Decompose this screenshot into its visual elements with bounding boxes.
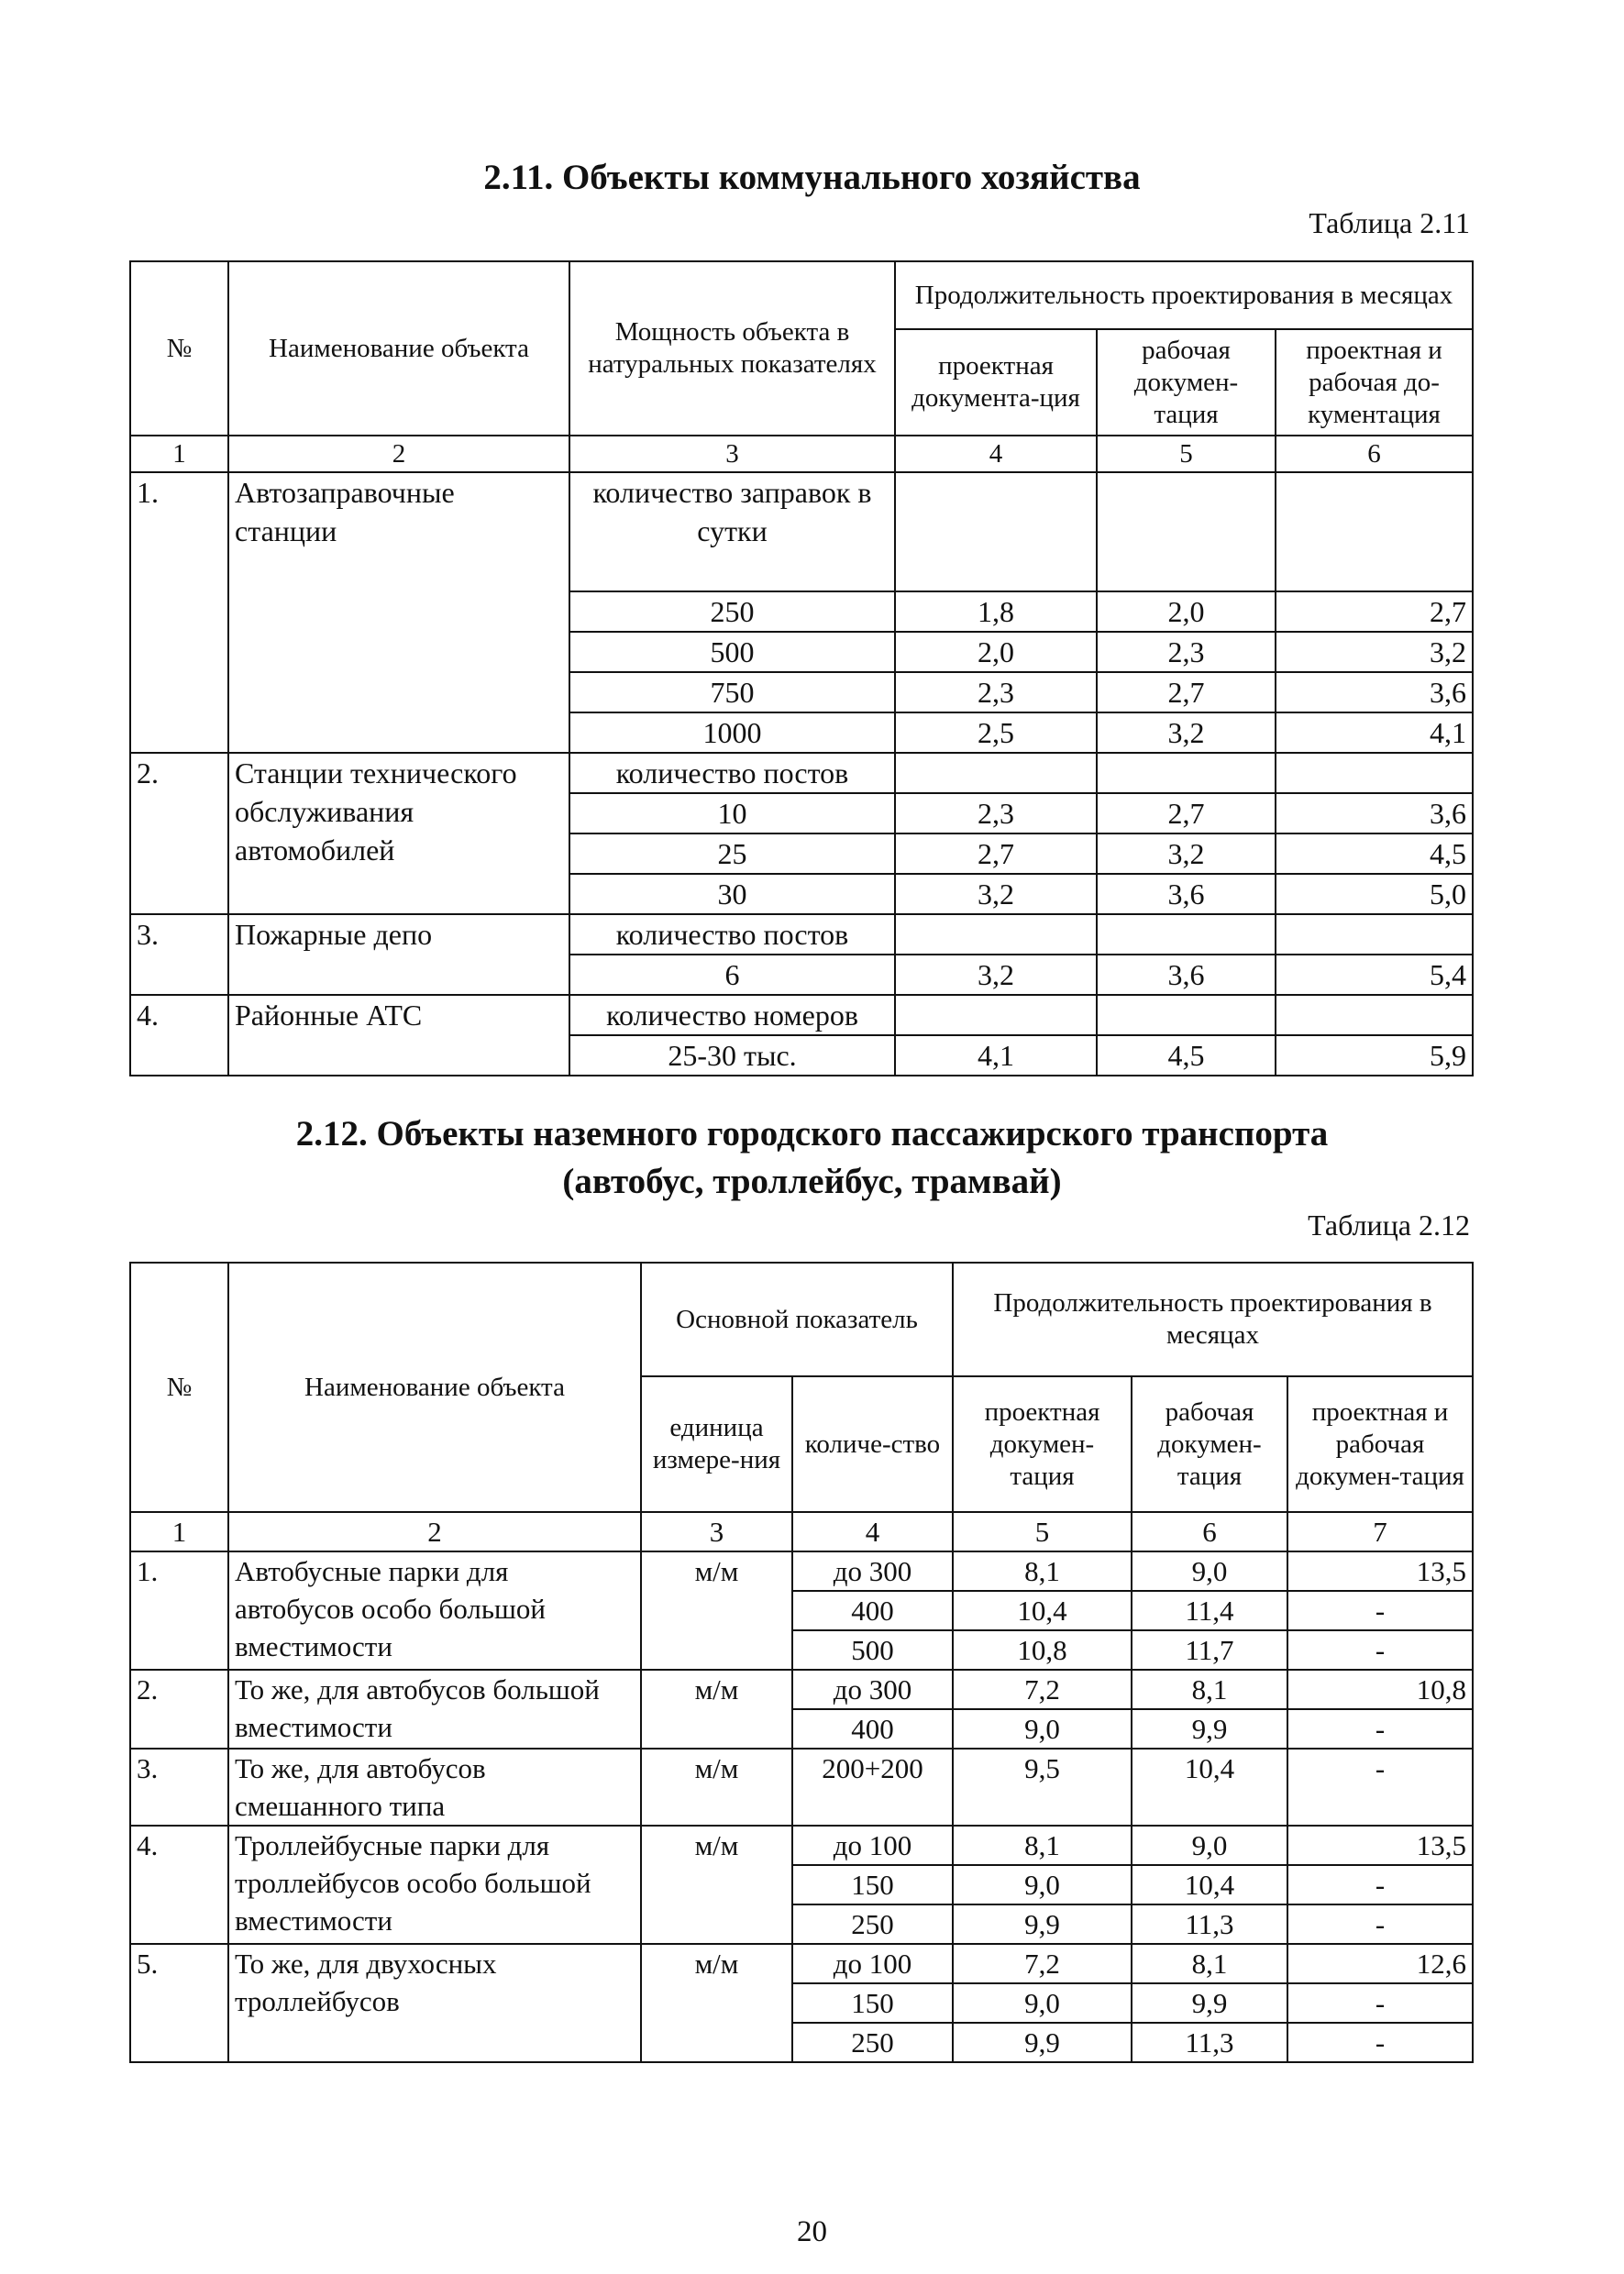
object-name: То же, для автобусов смешанного типа [228,1749,641,1826]
capacity-value: 25 [569,833,895,874]
both-doc-value: 5,4 [1276,955,1473,995]
working-doc-value: 4,5 [1097,1035,1276,1076]
unit-label: количество постов [569,753,895,793]
both-doc-value: - [1287,1983,1473,2023]
table-row [130,1551,1473,1591]
row-number: 2. [130,753,228,914]
header-both-doc: проектная и рабочая докумен-тация [1287,1376,1473,1512]
header-name: Наименование объекта [228,261,569,436]
project-doc-value: 9,9 [953,1904,1132,1944]
quantity-value: 250 [792,1904,953,1944]
capacity-value: 250 [569,591,895,632]
working-doc-value: 8,1 [1132,1670,1287,1709]
capacity-value: 750 [569,672,895,712]
working-doc-value: 2,3 [1097,632,1276,672]
header-no: № [130,261,228,436]
both-doc-value: 13,5 [1287,1826,1473,1865]
unit-value: м/м [641,1826,792,1944]
working-doc-value: 2,7 [1097,672,1276,712]
project-doc-value: 7,2 [953,1670,1132,1709]
column-number: 1 [130,436,228,472]
row-number: 4. [130,1826,228,1944]
object-name: Автобусные парки для автобусов особо большой вместимости [228,1551,641,1670]
table-row [130,914,1473,955]
header-main-indicator: Основной показатель [641,1263,953,1376]
quantity-value: до 300 [792,1670,953,1709]
header-duration: Продолжительность проектирования в месяцах [895,261,1473,329]
working-doc-value: 2,0 [1097,591,1276,632]
header-both-doc: проектная и рабочая до-кументация [1276,329,1473,436]
header-unit: единица измере-ния [641,1376,792,1512]
column-number: 4 [895,436,1097,472]
unit-value: м/м [641,1551,792,1670]
header-quantity: количе-ство [792,1376,953,1512]
row-number: 1. [130,1551,228,1670]
both-doc-value: - [1287,2023,1473,2062]
table-row [130,1826,1473,1865]
header-capacity: Мощность объекта в натуральных показателях [569,261,895,436]
working-doc-value: 9,9 [1132,1709,1287,1749]
project-doc-value: 9,9 [953,2023,1132,2062]
capacity-value: 10 [569,793,895,833]
working-doc-value: 9,0 [1132,1551,1287,1591]
empty-cell [1097,914,1276,955]
quantity-value: 150 [792,1865,953,1904]
quantity-value: 400 [792,1709,953,1749]
table-row [130,472,1473,591]
empty-cell [895,472,1097,591]
table-row [130,1944,1473,1983]
project-doc-value: 8,1 [953,1551,1132,1591]
both-doc-value: - [1287,1709,1473,1749]
quantity-value: до 100 [792,1826,953,1865]
both-doc-value: 13,5 [1287,1551,1473,1591]
section-heading-2-11: 2.11. Объекты коммунального хозяйства [483,158,1141,197]
table-2-11 [129,260,1474,1076]
row-number: 1. [130,472,228,753]
both-doc-value: 5,0 [1276,874,1473,914]
both-doc-value: 5,9 [1276,1035,1473,1076]
working-doc-value: 11,3 [1132,2023,1287,2062]
working-doc-value: 11,7 [1132,1630,1287,1670]
table-2-12 [129,1262,1474,2063]
column-number: 3 [641,1512,792,1551]
unit-label: количество постов [569,914,895,955]
object-name: То же, для автобусов большой вместимости [228,1670,641,1749]
row-number: 4. [130,995,228,1076]
capacity-value: 500 [569,632,895,672]
column-number: 4 [792,1512,953,1551]
working-doc-value: 3,6 [1097,874,1276,914]
table-2-12-body [130,1263,1473,2062]
working-doc-value: 9,0 [1132,1826,1287,1865]
object-name: Станции технического обслуживания автомобилей [228,753,569,914]
project-doc-value: 10,4 [953,1591,1132,1630]
project-doc-value: 10,8 [953,1630,1132,1670]
project-doc-value: 4,1 [895,1035,1097,1076]
both-doc-value: - [1287,1591,1473,1630]
column-numbers-row [130,436,1473,472]
table-row [130,1670,1473,1709]
column-number: 2 [228,436,569,472]
project-doc-value: 8,1 [953,1826,1132,1865]
row-number: 3. [130,1749,228,1826]
project-doc-value: 2,3 [895,672,1097,712]
working-doc-value: 3,2 [1097,712,1276,753]
page-number: 20 [797,2215,827,2248]
empty-cell [1097,472,1276,591]
working-doc-value: 3,2 [1097,833,1276,874]
quantity-value: 250 [792,2023,953,2062]
table-caption-2-11: Таблица 2.11 [1309,206,1470,239]
header-row [130,261,1473,329]
column-number: 5 [1097,436,1276,472]
table-row [130,753,1473,793]
both-doc-value: 4,5 [1276,833,1473,874]
project-doc-value: 7,2 [953,1944,1132,1983]
both-doc-value: 12,6 [1287,1944,1473,1983]
working-doc-value: 8,1 [1132,1944,1287,1983]
empty-cell [1276,472,1473,591]
header-duration: Продолжительность проектирования в месяцах [953,1263,1473,1376]
table-row [130,995,1473,1035]
header-working-doc: рабочая докумен-тация [1097,329,1276,436]
column-numbers-row [130,1512,1473,1551]
empty-cell [895,753,1097,793]
empty-cell [1097,753,1276,793]
empty-cell [1276,753,1473,793]
column-number: 2 [228,1512,641,1551]
object-name: Троллейбусные парки для троллейбусов особо большой вместимости [228,1826,641,1944]
quantity-value: до 300 [792,1551,953,1591]
table-row [130,1749,1473,1826]
row-number: 3. [130,914,228,995]
project-doc-value: 2,3 [895,793,1097,833]
header-no: № [130,1263,228,1512]
unit-label: количество номеров [569,995,895,1035]
capacity-value: 1000 [569,712,895,753]
object-name: То же, для двухосных троллейбусов [228,1944,641,2062]
object-name: Пожарные депо [228,914,569,995]
quantity-value: 200+200 [792,1749,953,1826]
both-doc-value: 3,6 [1276,793,1473,833]
column-number: 7 [1287,1512,1473,1551]
both-doc-value: 2,7 [1276,591,1473,632]
header-working-doc: рабочая докумен-тация [1132,1376,1287,1512]
project-doc-value: 3,2 [895,874,1097,914]
quantity-value: 500 [792,1630,953,1670]
table-caption-2-12: Таблица 2.12 [1308,1209,1470,1242]
capacity-value: 6 [569,955,895,995]
project-doc-value: 1,8 [895,591,1097,632]
column-number: 3 [569,436,895,472]
project-doc-value: 2,0 [895,632,1097,672]
project-doc-value: 9,5 [953,1749,1132,1826]
both-doc-value: - [1287,1630,1473,1670]
capacity-value: 25-30 тыс. [569,1035,895,1076]
header-name: Наименование объекта [228,1263,641,1512]
table-2-11-body [130,261,1473,1076]
row-number: 2. [130,1670,228,1749]
empty-cell [1097,995,1276,1035]
object-name: Районные АТС [228,995,569,1076]
working-doc-value: 10,4 [1132,1749,1287,1826]
project-doc-value: 9,0 [953,1983,1132,2023]
empty-cell [1276,914,1473,955]
working-doc-value: 11,3 [1132,1904,1287,1944]
capacity-value: 30 [569,874,895,914]
both-doc-value: 3,6 [1276,672,1473,712]
project-doc-value: 2,7 [895,833,1097,874]
quantity-value: 150 [792,1983,953,2023]
working-doc-value: 10,4 [1132,1865,1287,1904]
row-number: 5. [130,1944,228,2062]
unit-value: м/м [641,1670,792,1749]
project-doc-value: 3,2 [895,955,1097,995]
both-doc-value: 10,8 [1287,1670,1473,1709]
both-doc-value: 4,1 [1276,712,1473,753]
section-heading-2-12-line1: 2.12. Объекты наземного городского пассажирского транспорта [295,1114,1329,1154]
column-number: 6 [1276,436,1473,472]
column-number: 6 [1132,1512,1287,1551]
working-doc-value: 9,9 [1132,1983,1287,2023]
quantity-value: 400 [792,1591,953,1630]
header-project-doc: проектная документа-ция [895,329,1097,436]
both-doc-value: - [1287,1865,1473,1904]
empty-cell [895,914,1097,955]
quantity-value: до 100 [792,1944,953,1983]
object-name: Автозаправочные станции [228,472,569,753]
header-project-doc: проектная докумен-тация [953,1376,1132,1512]
both-doc-value: - [1287,1749,1473,1826]
both-doc-value: - [1287,1904,1473,1944]
empty-cell [1276,995,1473,1035]
project-doc-value: 9,0 [953,1865,1132,1904]
both-doc-value: 3,2 [1276,632,1473,672]
header-row [130,1263,1473,1376]
unit-value: м/м [641,1749,792,1826]
unit-value: м/м [641,1944,792,2062]
column-number: 1 [130,1512,228,1551]
empty-cell [895,995,1097,1035]
section-heading-2-12-line2: (автобус, троллейбус, трамвай) [562,1162,1062,1201]
project-doc-value: 9,0 [953,1709,1132,1749]
working-doc-value: 3,6 [1097,955,1276,995]
unit-label: количество заправок в сутки [569,472,895,591]
working-doc-value: 2,7 [1097,793,1276,833]
working-doc-value: 11,4 [1132,1591,1287,1630]
project-doc-value: 2,5 [895,712,1097,753]
column-number: 5 [953,1512,1132,1551]
